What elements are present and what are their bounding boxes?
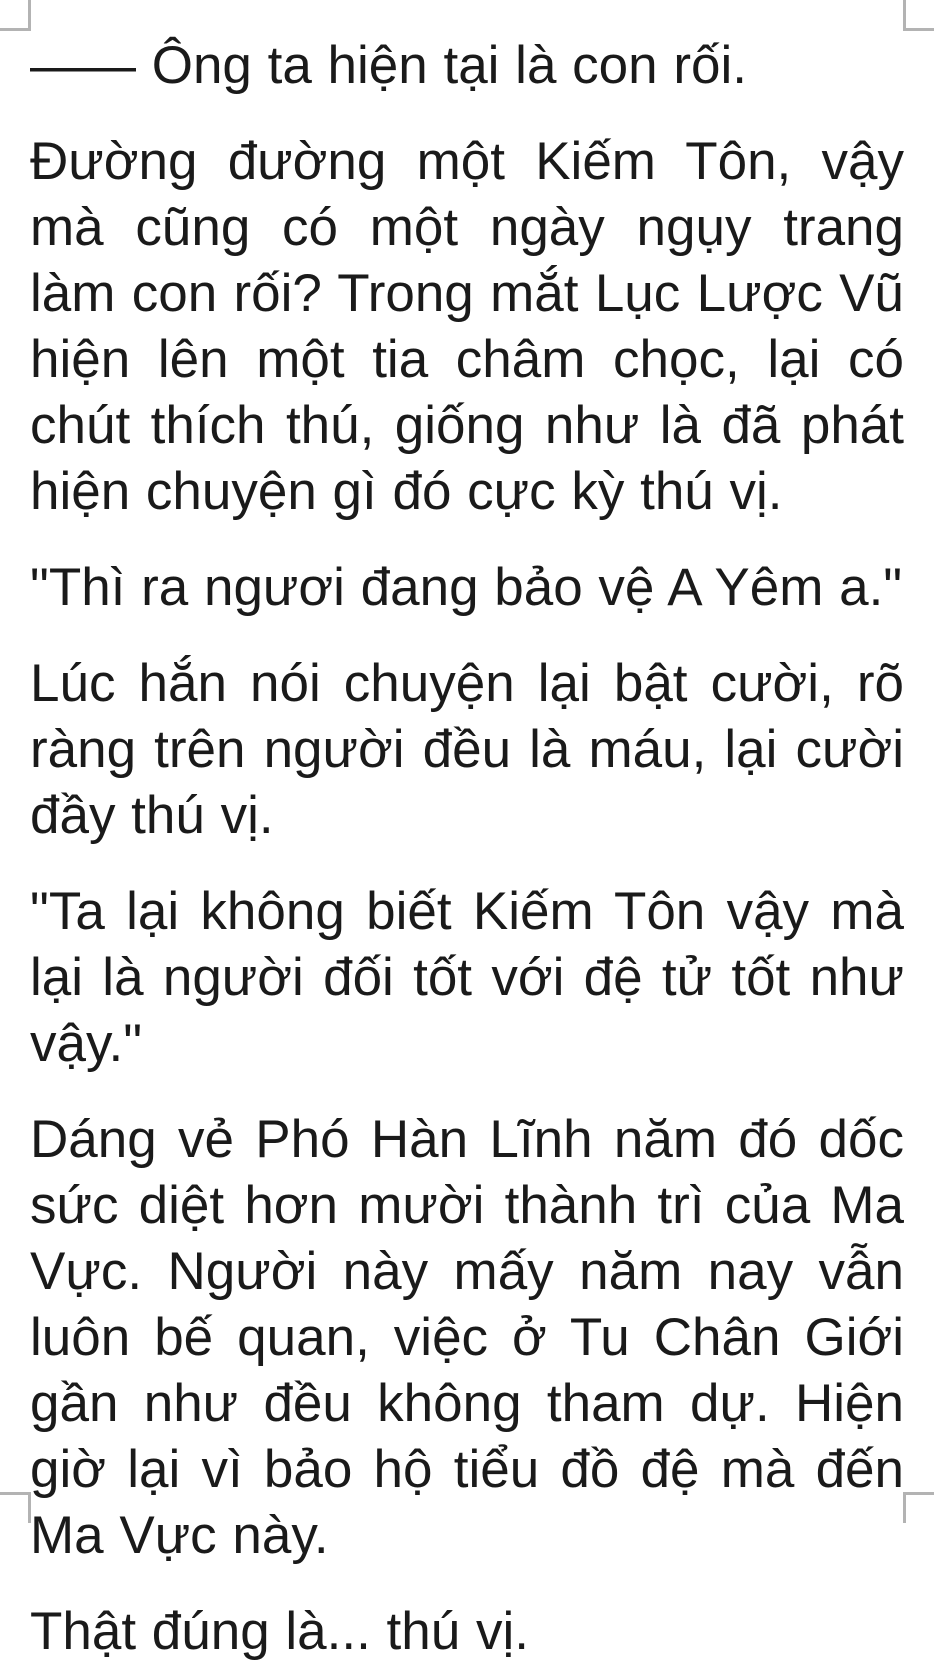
story-paragraph: Đường đường một Kiếm Tôn, vậy mà cũng có một ngày ngụy trang làm con rối? Trong mắt Lục Lược Vũ hiện lên một tia châm chọc, lại có chút thích thú, giống như là đã phát hiện chuyện gì đó cực kỳ thú vị. — [30, 132, 904, 521]
story-paragraph: —— Ông ta hiện tại là con rối. — [30, 36, 747, 95]
story-paragraph: Thật đúng là... thú vị. — [30, 1602, 529, 1661]
story-paragraph: "Thì ra ngươi đang bảo vệ A Yêm a." — [30, 558, 903, 617]
reader-page-content — [30, 33, 904, 1665]
page-corner-mark-bottom-left — [0, 1492, 31, 1523]
page-corner-mark-top-right — [903, 0, 934, 31]
story-paragraph: "Ta lại không biết Kiếm Tôn vậy mà lại là người đối tốt với đệ tử tốt như vậy." — [30, 882, 904, 1073]
story-paragraph: Dáng vẻ Phó Hàn Lĩnh năm đó dốc sức diệt hơn mười thành trì của Ma Vực. Người này mấy năm nay vẫn luôn bế quan, việc ở Tu Chân Giới gần như đều không tham dự. Hiện giờ lại vì bảo hộ tiểu đồ đệ mà đến Ma Vực này. — [30, 1110, 904, 1565]
story-paragraph: Lúc hắn nói chuyện lại bật cười, rõ ràng trên người đều là máu, lại cười đầy thú vị. — [30, 654, 904, 845]
page-corner-mark-bottom-right — [903, 1492, 934, 1523]
page-corner-mark-top-left — [0, 0, 31, 31]
